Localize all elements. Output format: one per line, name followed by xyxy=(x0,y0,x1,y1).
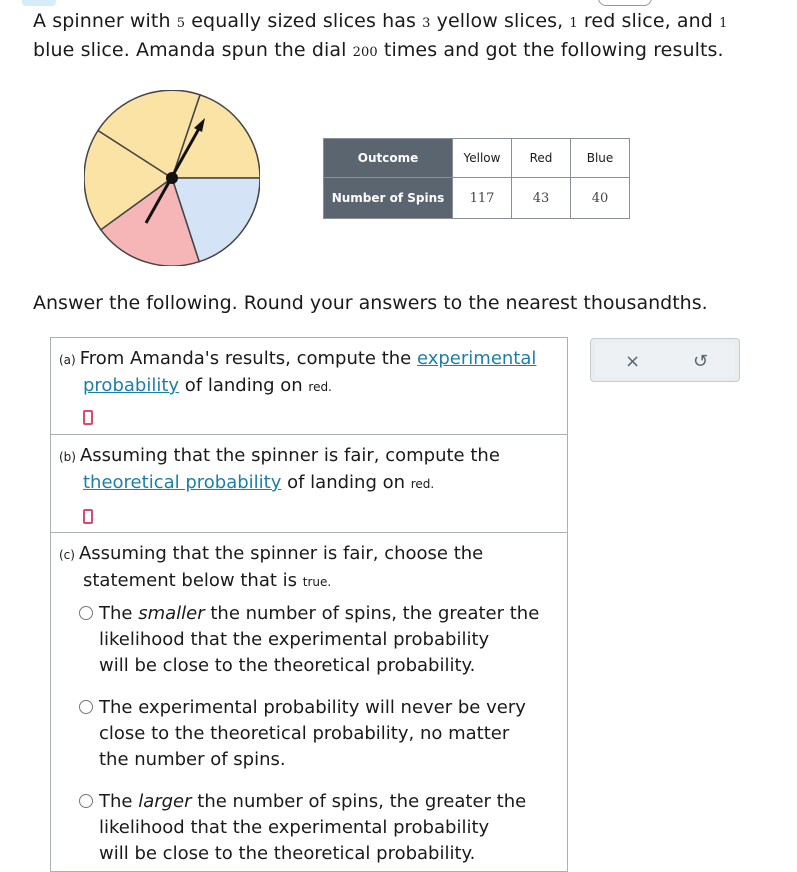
results-table xyxy=(323,138,630,219)
answer-a-input[interactable] xyxy=(83,410,93,425)
option-larger-radio[interactable] xyxy=(79,794,93,808)
table-header-outcome: Outcome xyxy=(324,139,453,178)
problem-statement: A spinner with 5 equally sized slices has 3 yellow slices, 1 red slice, and 1 blue slice. Amanda spun the dial 200 times and got the following results. xyxy=(33,10,728,61)
option-smaller[interactable] xyxy=(79,601,559,679)
top-button[interactable] xyxy=(598,0,652,6)
option-smaller-text: The smaller the number of spins, the greater the likelihood that the experimental probability will be close to the theoretical probability. xyxy=(99,603,540,676)
option-never[interactable] xyxy=(79,695,559,773)
question-c-text: (c) Assuming that the spinner is fair, choose the statement below that is true. xyxy=(59,543,484,591)
question-b-box xyxy=(50,434,568,533)
question-a-box xyxy=(50,337,568,435)
spinner-center xyxy=(166,172,178,184)
theoretical-probability-link[interactable]: theoretical probability xyxy=(83,472,282,493)
table-value-yellow: 117 xyxy=(453,178,512,219)
answer-tools-inner xyxy=(595,343,735,377)
table-col-red: Red xyxy=(512,139,571,178)
option-larger-text: The larger the number of spins, the greater the likelihood that the experimental probability will be close to the theoretical probability. xyxy=(99,791,527,864)
table-value-blue: 40 xyxy=(571,178,630,219)
instructions: Answer the following. Round your answers to the nearest thousandths. xyxy=(33,292,708,314)
top-tab xyxy=(22,0,56,6)
option-never-radio[interactable] xyxy=(79,700,93,714)
option-larger[interactable] xyxy=(79,789,559,867)
table-col-blue: Blue xyxy=(571,139,630,178)
question-c-box xyxy=(50,532,568,872)
answer-b-input[interactable] xyxy=(83,509,93,524)
option-smaller-radio[interactable] xyxy=(79,606,93,620)
table-header-spins: Number of Spins xyxy=(324,178,453,219)
question-b-text: (b) Assuming that the spinner is fair, compute the theoretical probability of landing on red. xyxy=(59,445,500,493)
experimental-probability-link[interactable]: experimental xyxy=(416,348,537,369)
answer-tools xyxy=(590,338,740,382)
clear-icon[interactable]: × xyxy=(625,351,641,372)
table-value-red: 43 xyxy=(512,178,571,219)
table-col-yellow: Yellow xyxy=(453,139,512,178)
undo-icon[interactable]: ↺ xyxy=(693,351,709,372)
spinner-image xyxy=(84,90,260,266)
option-never-text: The experimental probability will never be very close to the theoretical probability, no matter the number of spins. xyxy=(99,697,526,770)
experimental-probability-link-2[interactable]: probability xyxy=(83,375,180,396)
question-a-text: (a) From Amanda's results, compute the experimental probability of landing on red. xyxy=(59,348,537,396)
